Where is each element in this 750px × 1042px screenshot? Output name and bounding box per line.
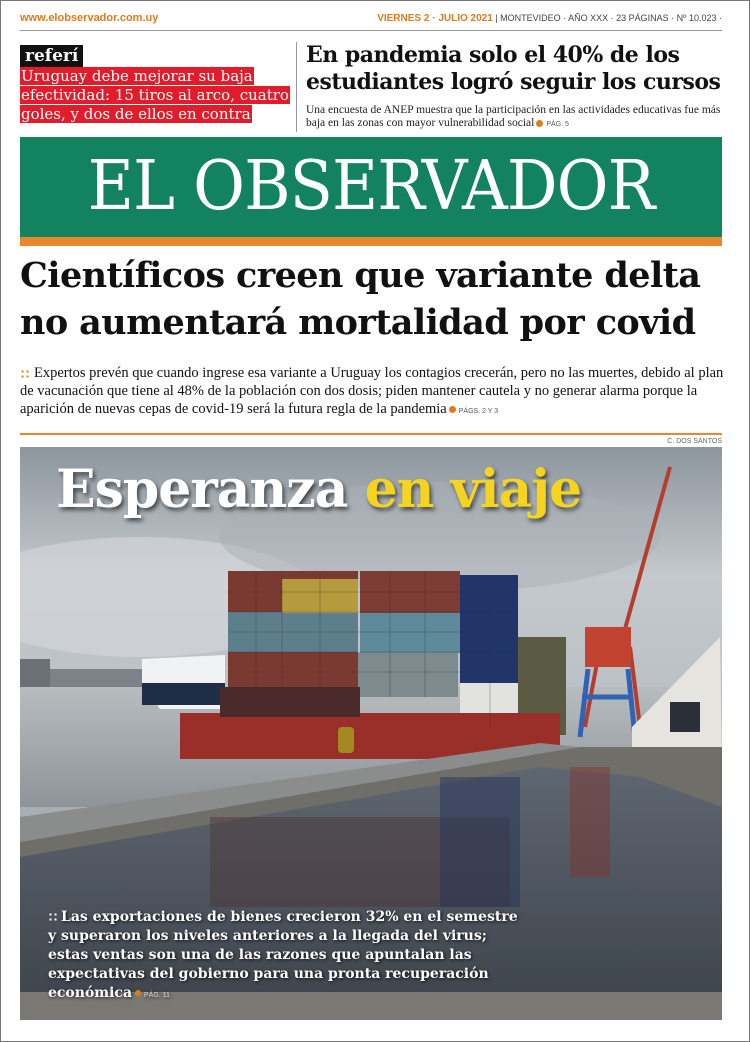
photo-title[interactable]	[56, 458, 581, 522]
section-tag-referi[interactable]: referí	[20, 45, 83, 67]
photo-credit: C. DOS SANTOS	[667, 438, 722, 445]
main-headline[interactable]	[20, 252, 730, 346]
masthead[interactable]	[20, 137, 722, 237]
masthead-accent-bar	[20, 237, 722, 246]
dots-grid-icon	[20, 369, 30, 379]
main-deck	[20, 364, 730, 421]
masthead-logo-text: EL OBSERVADOR	[87, 147, 655, 226]
referi-headline[interactable]	[20, 67, 290, 124]
bullet-dot-icon	[449, 406, 456, 413]
main-headline-line-2: no aumentará mortalidad por covid	[20, 302, 696, 343]
pandemia-headline[interactable]: En pandemia solo el 40% de los estudiantes logró seguir los cursos	[306, 42, 721, 95]
column-divider	[296, 42, 297, 132]
main-deck-text: Expertos prevén que cuando ingrese esa variante a Uruguay los contagios crecerán, pero no las muertes, debido al plan de vacunación que tiene al 48% de la población con dos dosis; piden mantener cautela y no generar alarma porque la aparición de nuevas cepas de covid-19 será la futura regla de la pandemia	[20, 365, 724, 417]
main-headline-line-1: Científicos creen que variante delta	[20, 255, 701, 296]
section-rule	[20, 433, 722, 435]
issue-date: VIERNES 2 · JULIO 2021	[377, 13, 493, 24]
issue-edition: | MONTEVIDEO · AÑO XXX · 23 PÁGINAS · Nº 10.023 ·	[492, 13, 722, 23]
site-url[interactable]: www.elobservador.com.uy	[20, 12, 159, 24]
pandemia-deck-text: Una encuesta de ANEP muestra que la participación en las actividades educativas fue más baja en las zonas con mayor vulnerabilidad social	[306, 104, 721, 129]
bullet-dot-icon	[135, 990, 141, 996]
photo-title-white: Esperanza	[56, 459, 348, 520]
bullet-dot-icon	[536, 120, 543, 127]
photo-caption	[48, 908, 518, 1005]
page-ref: PÁG. 5	[546, 121, 569, 128]
pandemia-deck	[306, 104, 726, 131]
photo-caption-text: Las exportaciones de bienes crecieron 32% en el semestre y superaron los niveles anteriores a la llegada del virus; estas ventas son una de las razones que apuntalan las expectativas del gobierno para una pronta recuperación económica	[48, 909, 518, 1001]
page-ref: PÁG. 11	[144, 992, 170, 999]
photo-title-yellow: en viaje	[364, 459, 582, 520]
page-ref: PÁGS. 2 Y 3	[458, 408, 499, 415]
dateline	[377, 13, 722, 24]
dots-grid-icon	[48, 912, 58, 922]
referi-headline-text: Uruguay debe mejorar su baja efectividad: 15 tiros al arco, cuatro goles, y dos de ellos en contra	[21, 67, 289, 123]
top-strip	[20, 10, 722, 31]
